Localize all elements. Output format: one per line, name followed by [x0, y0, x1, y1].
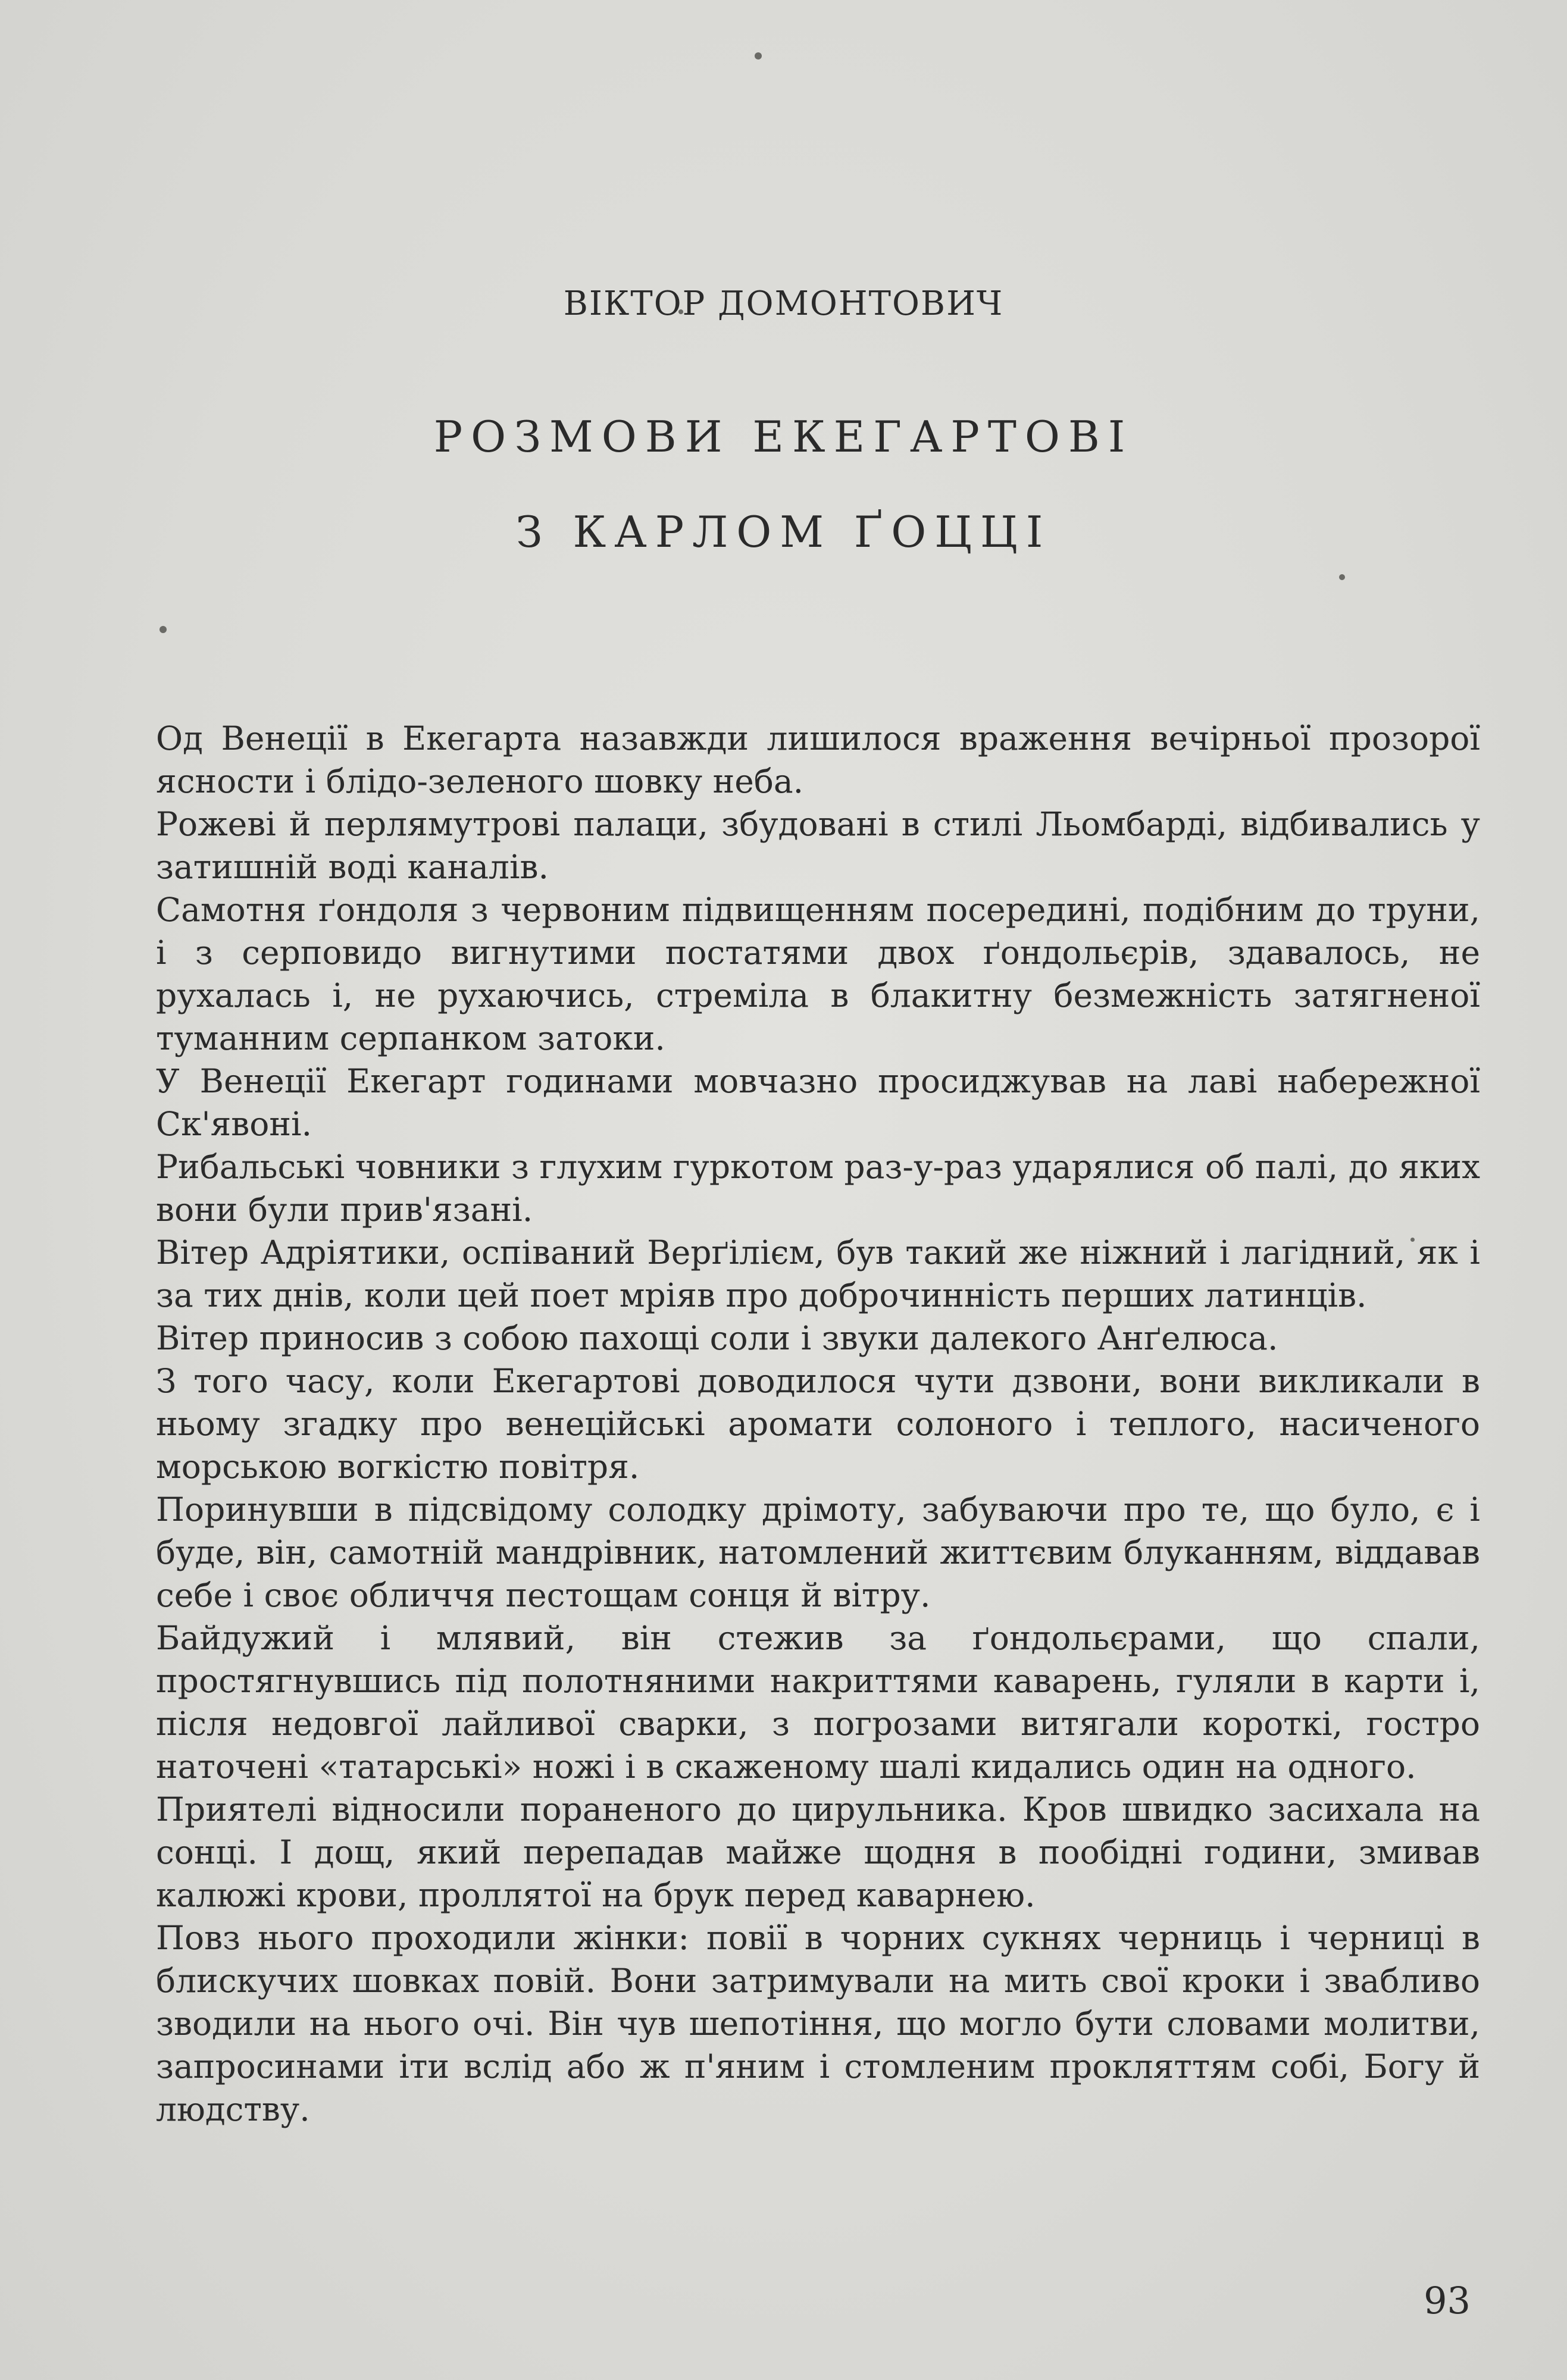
- essay-title-line-2: З КАРЛОМ ҐОЦЦІ: [515, 507, 1052, 557]
- paragraph: Од Венеції в Екегарта назавжди лишилося враження вечірньої прозорої ясности і блідо-зеленого шовку неба.: [156, 719, 1480, 800]
- body-text: [156, 717, 1480, 2131]
- paragraph: Самотня ґондоля з червоним підвищенням посередині, подібним до труни, і з серповидо вигнутими постатями двох ґондольєрів, здавалось, не рухалась і, не рухаючись, стреміла в блакитну безмежність затягненої туманним серпанком затоки.: [156, 891, 1480, 1057]
- page-number: 93: [1424, 2279, 1471, 2322]
- paragraph: Вітер Адріятики, оспіваний Верґілієм, був такий же ніжний і лагідний, як і за тих днів, коли цей поет мріяв про доброчинність перших латинців.: [156, 1233, 1480, 1314]
- paragraph: Вітер приносив з собою пахощі соли і звуки далекого Анґелюса.: [156, 1319, 1278, 1357]
- print-speck: [1339, 574, 1345, 580]
- paragraph: Рожеві й перлямутрові палаци, збудовані в стилі Льомбарді, відбивались у затишній воді каналів.: [156, 805, 1480, 886]
- paragraph: Приятелі відносили пораненого до цирульника. Кров швидко засихала на сонці. І дощ, який перепадав майже щодня в пообідні години, змивав калюжі крови, проллятої на брук перед каварнею.: [156, 1790, 1480, 1914]
- paragraph: Повз нього проходили жінки: повії в чорних сукнях черниць і черниці в блискучих шовках повій. Вони затримували на мить свої кроки і звабливо зводили на нього очі. Він чув шепотіння, що могло бути словами молитви, запросинами іти вслід або ж п'яним і стомленим прокляттям собі, Богу й людству.: [156, 1919, 1480, 2128]
- paragraph: Поринувши в підсвідому солодку дрімоту, забуваючи про те, що було, є і буде, він, самотній мандрівник, натомлений життєвим блуканням, віддавав себе і своє обличчя пестощам сонця й вітру.: [156, 1490, 1480, 1614]
- essay-title-line-1: РОЗМОВИ ЕКЕГАРТОВІ: [433, 412, 1134, 462]
- print-speck: [755, 52, 762, 60]
- paragraph: З того часу, коли Екегартові доводилося чути дзвони, вони викликали в ньому згадку про венеційські аромати солоного і теплого, насиченого морською вогкістю повітря.: [156, 1362, 1480, 1486]
- paragraph: У Венеції Екегарт годинами мовчазно просиджував на лаві набережної Ск'явоні.: [156, 1062, 1480, 1143]
- paragraph: Байдужий і млявий, він стежив за ґондольєрами, що спали, простягнувшись під полотняними накриттями каварень, гуляли в карти і, після недовгої лайливої сварки, з погрозами витягали короткі, гостро наточені «татарські» ножі і в скаженому шалі кидались один на одного.: [156, 1619, 1480, 1786]
- author-name: ВІКТОР ДОМОНТОВИЧ: [563, 284, 1004, 323]
- paragraph: Рибальські човники з глухим гуркотом раз-у-раз ударялися об палі, до яких вони були прив'язані.: [156, 1148, 1480, 1229]
- print-speck: [159, 626, 167, 633]
